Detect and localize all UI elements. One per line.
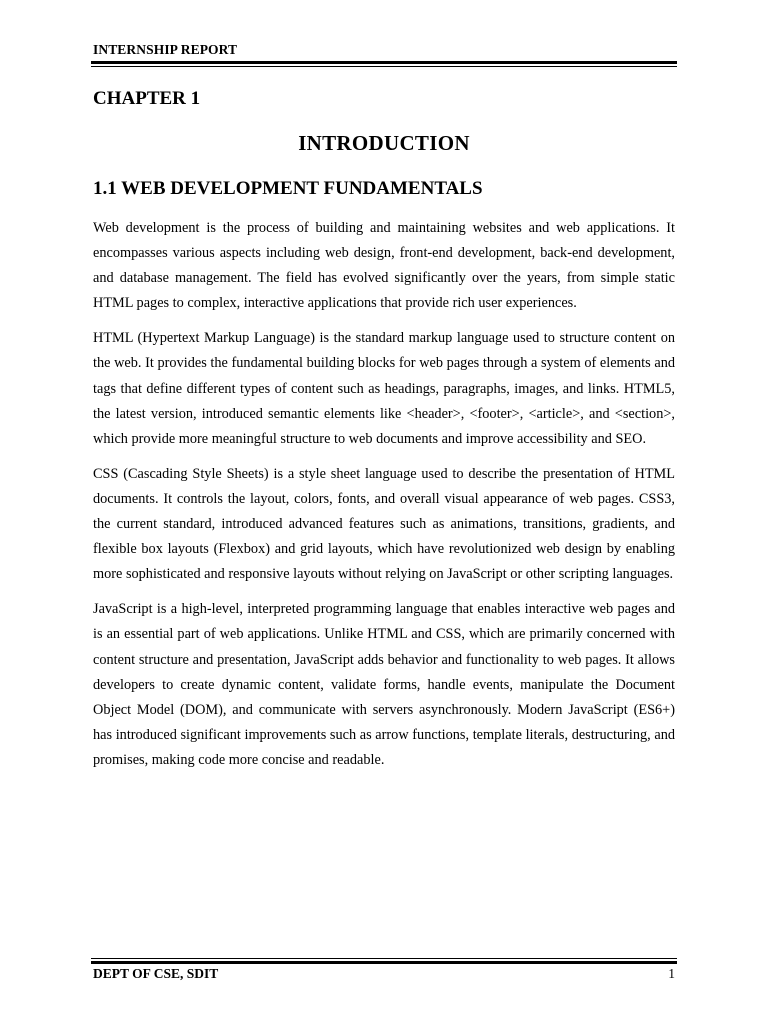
chapter-title: INTRODUCTION xyxy=(298,131,470,155)
paragraph: CSS (Cascading Style Sheets) is a style sheet language used to describe the presentation of HTML documents. It controls the layout, colors, fonts, and overall visual appearance of web pages. CSS3, the current standard, introduced advanced features such as animations, transitions, gradients, and flexible box layouts (Flexbox) and grid layouts, which have revolutionized web design by enabling more sophisticated and responsive layouts without relying on JavaScript or other scripting languages. xyxy=(93,465,675,583)
paragraph: Web development is the process of building and maintaining websites and web applications. It encompasses various aspects including web design, front-end development, back-end development, and database management. The field has evolved significantly over the years, from simple static HTML pages to complex, interactive applications that provide rich user experiences. xyxy=(93,220,675,312)
section-heading: 1.1 WEB DEVELOPMENT FUNDAMENTALS xyxy=(93,178,483,199)
header-rule-thin xyxy=(91,66,677,67)
footer-rule-thin xyxy=(91,958,677,959)
running-header: INTERNSHIP REPORT xyxy=(93,42,238,57)
chapter-label: CHAPTER 1 xyxy=(93,88,201,109)
header-rule-thick xyxy=(91,61,677,64)
running-footer: DEPT OF CSE, SDIT xyxy=(93,966,219,981)
footer-rule-thick xyxy=(91,961,677,964)
paragraph: JavaScript is a high-level, interpreted programming language that enables interactive web pages and is an essential part of web applications. Unlike HTML and CSS, which are primarily concerned with content structure and presentation, JavaScript adds behavior and functionality to web pages. It allows developers to create dynamic content, validate forms, handle events, manipulate the Document Object Model (DOM), and communicate with servers asynchronously. Modern JavaScript (ES6+) has introduced significant improvements such as arrow functions, template literals, destructuring, and promises, making code more concise and readable. xyxy=(93,601,675,768)
paragraph: HTML (Hypertext Markup Language) is the standard markup language used to structure content on the web. It provides the fundamental building blocks for web pages through a system of elements and tags that define different types of content such as headings, paragraphs, images, and links. HTML5, the latest version, introduced semantic elements like <header>, <footer>, <article>, and <section>, which provide more meaningful structure to web documents and improve accessibility and SEO. xyxy=(93,330,675,447)
body-text xyxy=(93,216,675,783)
page-number: 1 xyxy=(668,966,675,981)
